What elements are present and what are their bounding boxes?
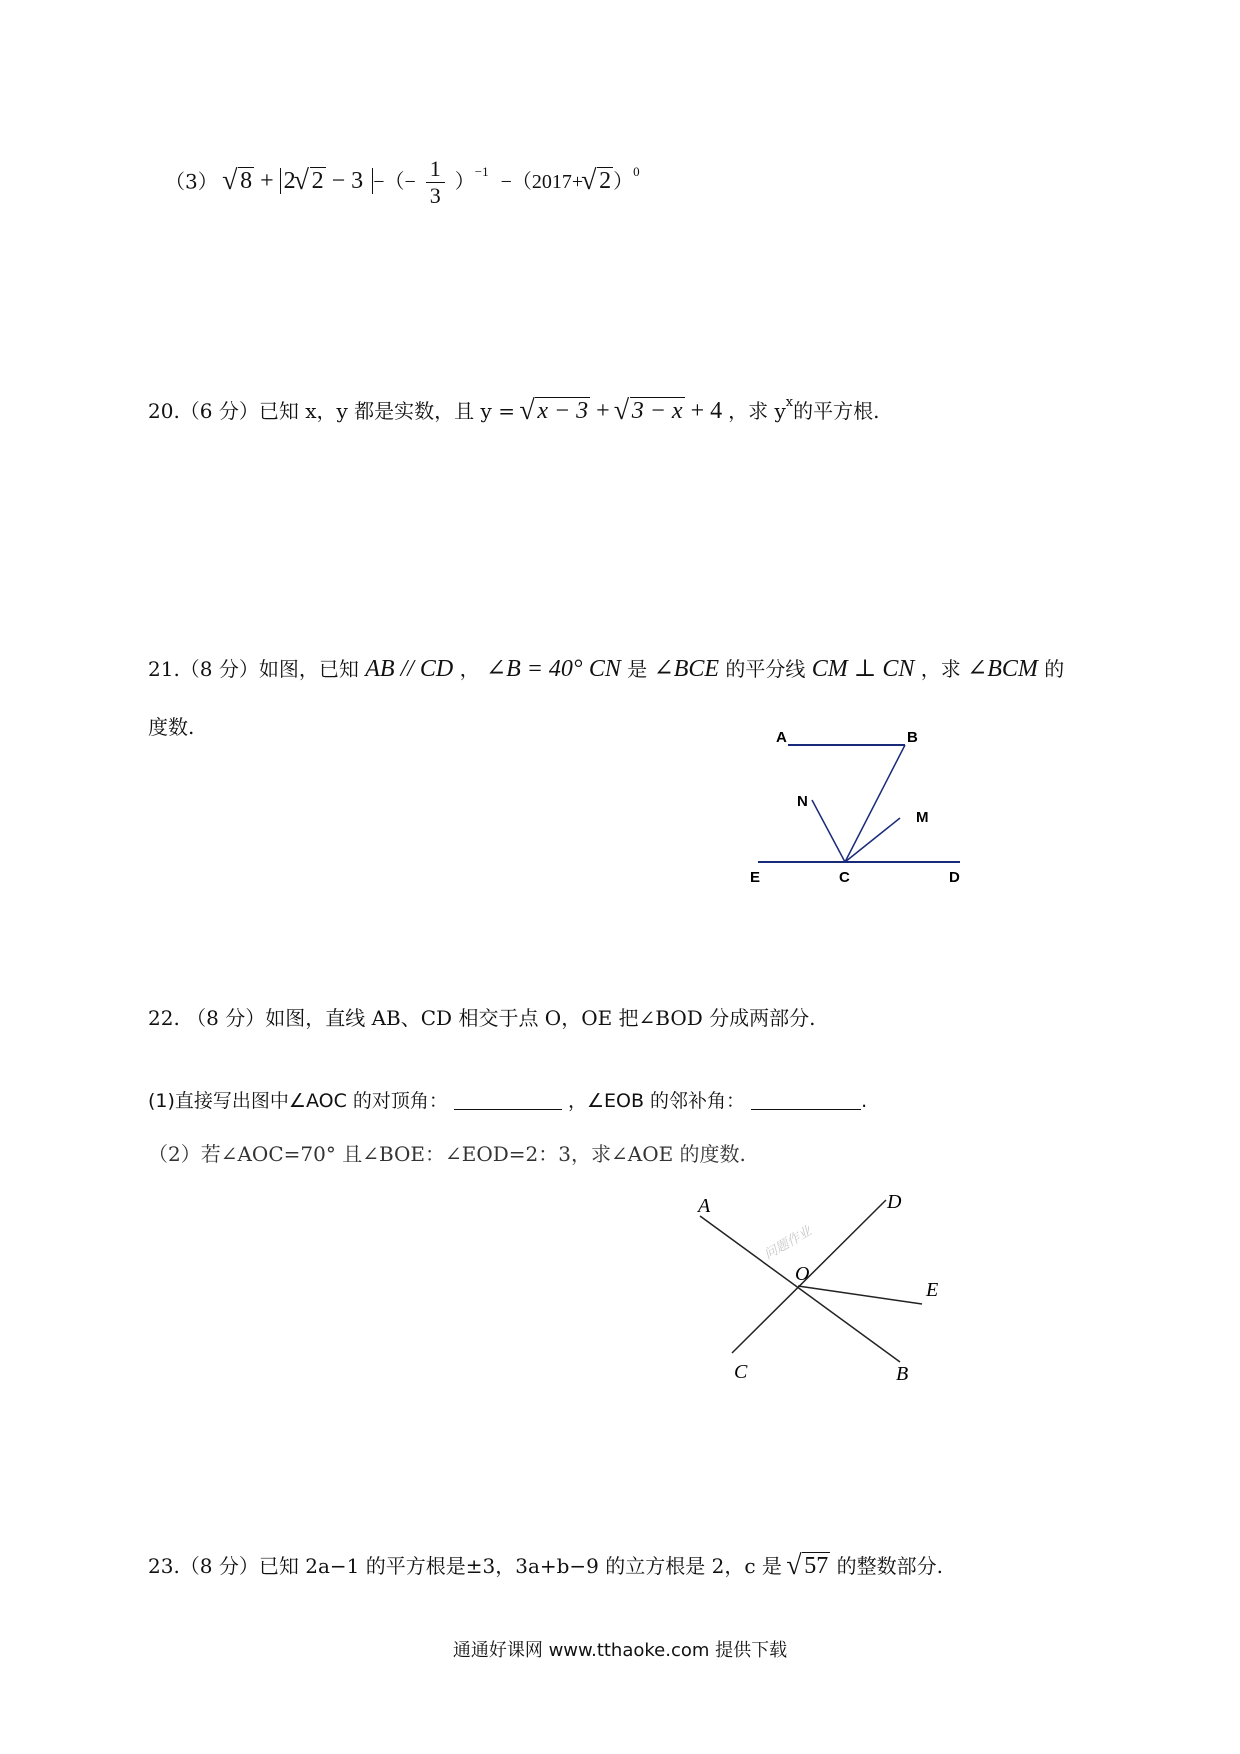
page-footer: 通通好课网 www.tthaoke.com 提供下载 [452,1640,788,1661]
figure-22 [690,1190,960,1390]
figure-21 [750,720,980,890]
absolute-value: 2√ 2 − 3 [280,168,374,194]
expression: √ 8 + 2√ 2 − 3 −（− $\frac{1}{3}$ ）$^{-1}$ −（2017+√ 2 ）$^0$ [224,168,640,194]
label-b: B [896,1363,909,1385]
label-e: E [926,1279,939,1301]
equation: √ x − 3 + √ 3 − x + 4 [521,398,728,424]
watermark: 问题作业 [761,1223,814,1263]
problem-19-3 [165,156,640,210]
label-c: C [734,1361,748,1383]
problem-22-part2: （2）若∠AOC=70° 且∠BOE：∠EOD=2：3，求∠AOE 的度数. [148,1142,746,1166]
problem-22-part1: (1)直接写出图中∠AOC 的对顶角： ，∠EOB 的邻补角： . [148,1090,868,1112]
label-o: O [795,1263,810,1285]
problem-21-line2: 度数. [148,715,195,739]
label-d: D [949,869,960,886]
problem-22-title: 22. （8 分）如图，直线 AB、CD 相交于点 O，OE 把∠BOD 分成两部分. [148,1006,816,1030]
segment-cb [845,745,905,862]
fraction-one-third: $\frac{1}{3}$ [426,156,445,210]
answer-blank-1[interactable] [454,1109,562,1110]
ray-cm [845,818,900,862]
answer-blank-2[interactable] [751,1109,861,1110]
ray-cn [812,800,845,862]
label-a: A [776,729,787,746]
label-m: M [916,809,929,826]
label-d: D [887,1191,902,1213]
problem-23: 23.（8 分）已知 2a−1 的平方根是±3，3a+b−9 的立方根是 2，c 是 √ 57 的整数部分. [148,1552,943,1581]
problem-20: 20.（6 分）已知 x，y 都是实数，且 y = √ x − 3 + √ 3 − x + 4 ，求 $y^x$的平方根. [148,395,880,426]
label-c: C [839,869,850,886]
part-label: （3） [165,169,218,194]
label-n: N [797,793,808,810]
label-e: E [750,869,761,886]
label-a: A [698,1195,711,1217]
problem-21: 21.（8 分）如图，已知 AB // CD ， ∠B = 40° CN 是 ∠BCE 的平分线 CM ⊥ CN ，求 ∠BCM 的 [148,656,1065,682]
label-b: B [907,729,918,746]
